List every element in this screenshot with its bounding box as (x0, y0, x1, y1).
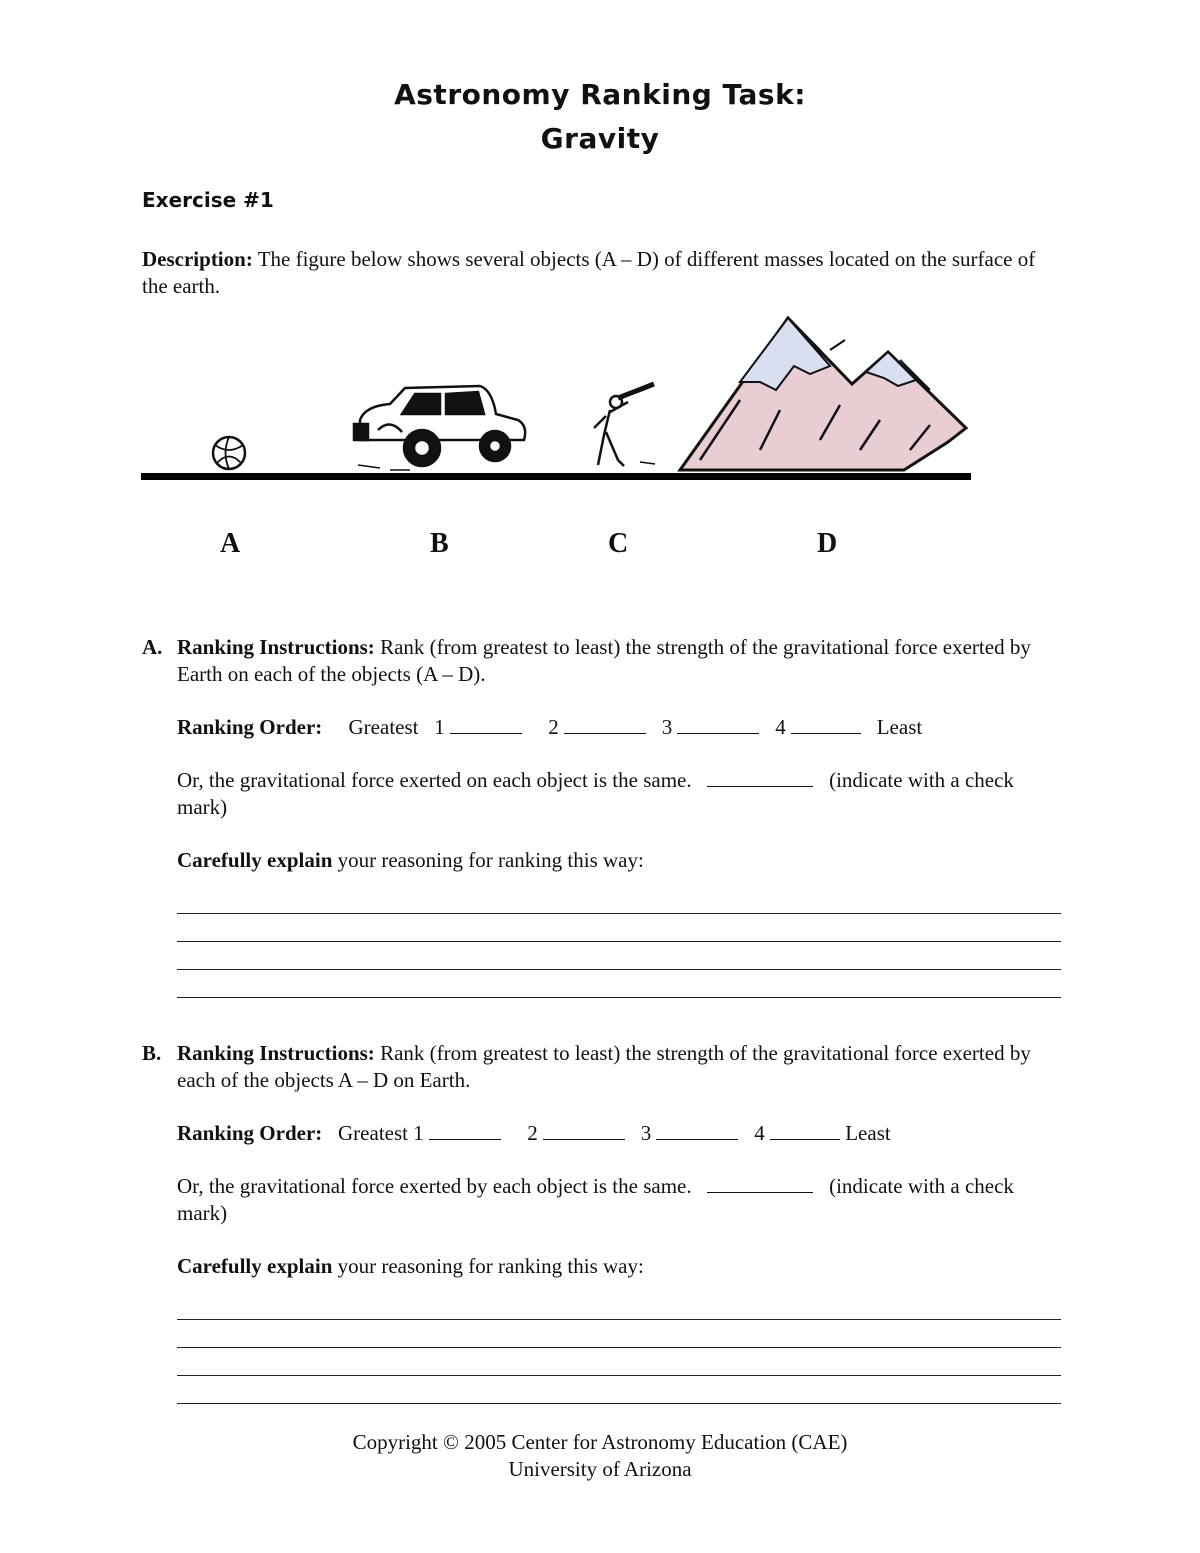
rank-num: 1 (434, 715, 445, 739)
person-telescope-icon (594, 384, 655, 466)
same-force-checkbox-blank[interactable] (707, 1174, 813, 1193)
rank-3-blank[interactable] (677, 715, 759, 734)
answer-line[interactable] (177, 1348, 1061, 1376)
label-c: C (608, 528, 629, 559)
explain-prompt (177, 847, 1062, 874)
description-label: Description: (142, 247, 253, 271)
rank-4-blank[interactable] (791, 715, 861, 734)
rank-num: 3 (640, 1121, 652, 1145)
answer-lines[interactable] (177, 1292, 1062, 1404)
explain-text: your reasoning for ranking this way: (332, 848, 644, 872)
instr-text: Rank (from greatest to least) the strength of the gravitational force exerted by each of the objects A – D on Earth. (177, 1041, 1031, 1092)
same-force-row (177, 1173, 1062, 1227)
same-force-row (177, 767, 1062, 821)
exercise-heading: Exercise #1 (142, 188, 274, 212)
explain-prompt (177, 1253, 1062, 1280)
answer-line[interactable] (177, 970, 1061, 998)
ranking-order-label: Ranking Order: (177, 1121, 323, 1145)
section-b (142, 1040, 1062, 1404)
rank-num: 2 (527, 1121, 538, 1145)
ranking-order-label: Ranking Order: (177, 715, 323, 739)
greatest-label: Greatest (338, 1121, 408, 1145)
answer-line[interactable] (177, 1320, 1061, 1348)
rank-2-blank[interactable] (564, 715, 646, 734)
same-force-checkbox-blank[interactable] (707, 768, 813, 787)
answer-lines[interactable] (177, 886, 1062, 998)
label-d: D (817, 528, 838, 559)
rank-4-blank[interactable] (770, 1121, 840, 1140)
section-b-letter: B. (142, 1041, 162, 1065)
explain-label: Carefully explain (177, 848, 333, 872)
rank-num: 4 (754, 1121, 765, 1145)
mountain-icon (680, 318, 966, 470)
ranking-order-row (177, 1120, 1062, 1147)
rank-1-blank[interactable] (429, 1121, 501, 1140)
section-a-instructions (177, 634, 1062, 688)
answer-line[interactable] (177, 886, 1061, 914)
answer-line[interactable] (177, 1292, 1061, 1320)
section-a-letter: A. (142, 635, 163, 659)
description-text: The figure below shows several objects (A – D) of different masses located on the surface of the earth. (142, 247, 1036, 298)
ranking-order-row (177, 714, 1062, 741)
rank-2-blank[interactable] (543, 1121, 625, 1140)
car-icon (354, 386, 525, 470)
copyright-footer (0, 1429, 1200, 1483)
answer-line[interactable] (177, 1376, 1061, 1404)
section-a (142, 634, 1062, 998)
rank-num: 4 (775, 715, 786, 739)
page-subtitle: Gravity (540, 122, 660, 155)
same-force-hint: (indicate with a check mark) (177, 768, 1014, 819)
objects-figure (140, 310, 980, 490)
greatest-label: Greatest (348, 715, 419, 739)
least-label: Least (845, 1121, 891, 1145)
same-force-text: Or, the gravitational force exerted on each object is the same. (177, 768, 692, 792)
instr-label: Ranking Instructions: (177, 635, 375, 659)
label-a: A (220, 528, 241, 559)
rank-num: 1 (413, 1121, 424, 1145)
same-force-text: Or, the gravitational force exerted by each object is the same. (177, 1174, 692, 1198)
rank-1-blank[interactable] (450, 715, 522, 734)
page-title: Astronomy Ranking Task: (394, 78, 806, 111)
rank-3-blank[interactable] (656, 1121, 738, 1140)
ball-icon (213, 437, 245, 469)
explain-text: your reasoning for ranking this way: (332, 1254, 644, 1278)
least-label: Least (876, 715, 923, 739)
rank-num: 3 (661, 715, 673, 739)
description (142, 246, 1062, 300)
instr-label: Ranking Instructions: (177, 1041, 375, 1065)
answer-line[interactable] (177, 942, 1061, 970)
rank-num: 2 (548, 715, 559, 739)
label-b: B (430, 528, 449, 559)
instr-text: Rank (from greatest to least) the strength of the gravitational force exerted by Earth on each of the objects (A – D). (177, 635, 1031, 686)
copyright-line: Copyright © 2005 Center for Astronomy Education (CAE) (352, 1430, 848, 1454)
university-line: University of Arizona (508, 1457, 692, 1481)
section-b-instructions (177, 1040, 1062, 1094)
ground-line (141, 473, 971, 480)
answer-line[interactable] (177, 914, 1061, 942)
same-force-hint: (indicate with a check mark) (177, 1174, 1014, 1225)
explain-label: Carefully explain (177, 1254, 333, 1278)
